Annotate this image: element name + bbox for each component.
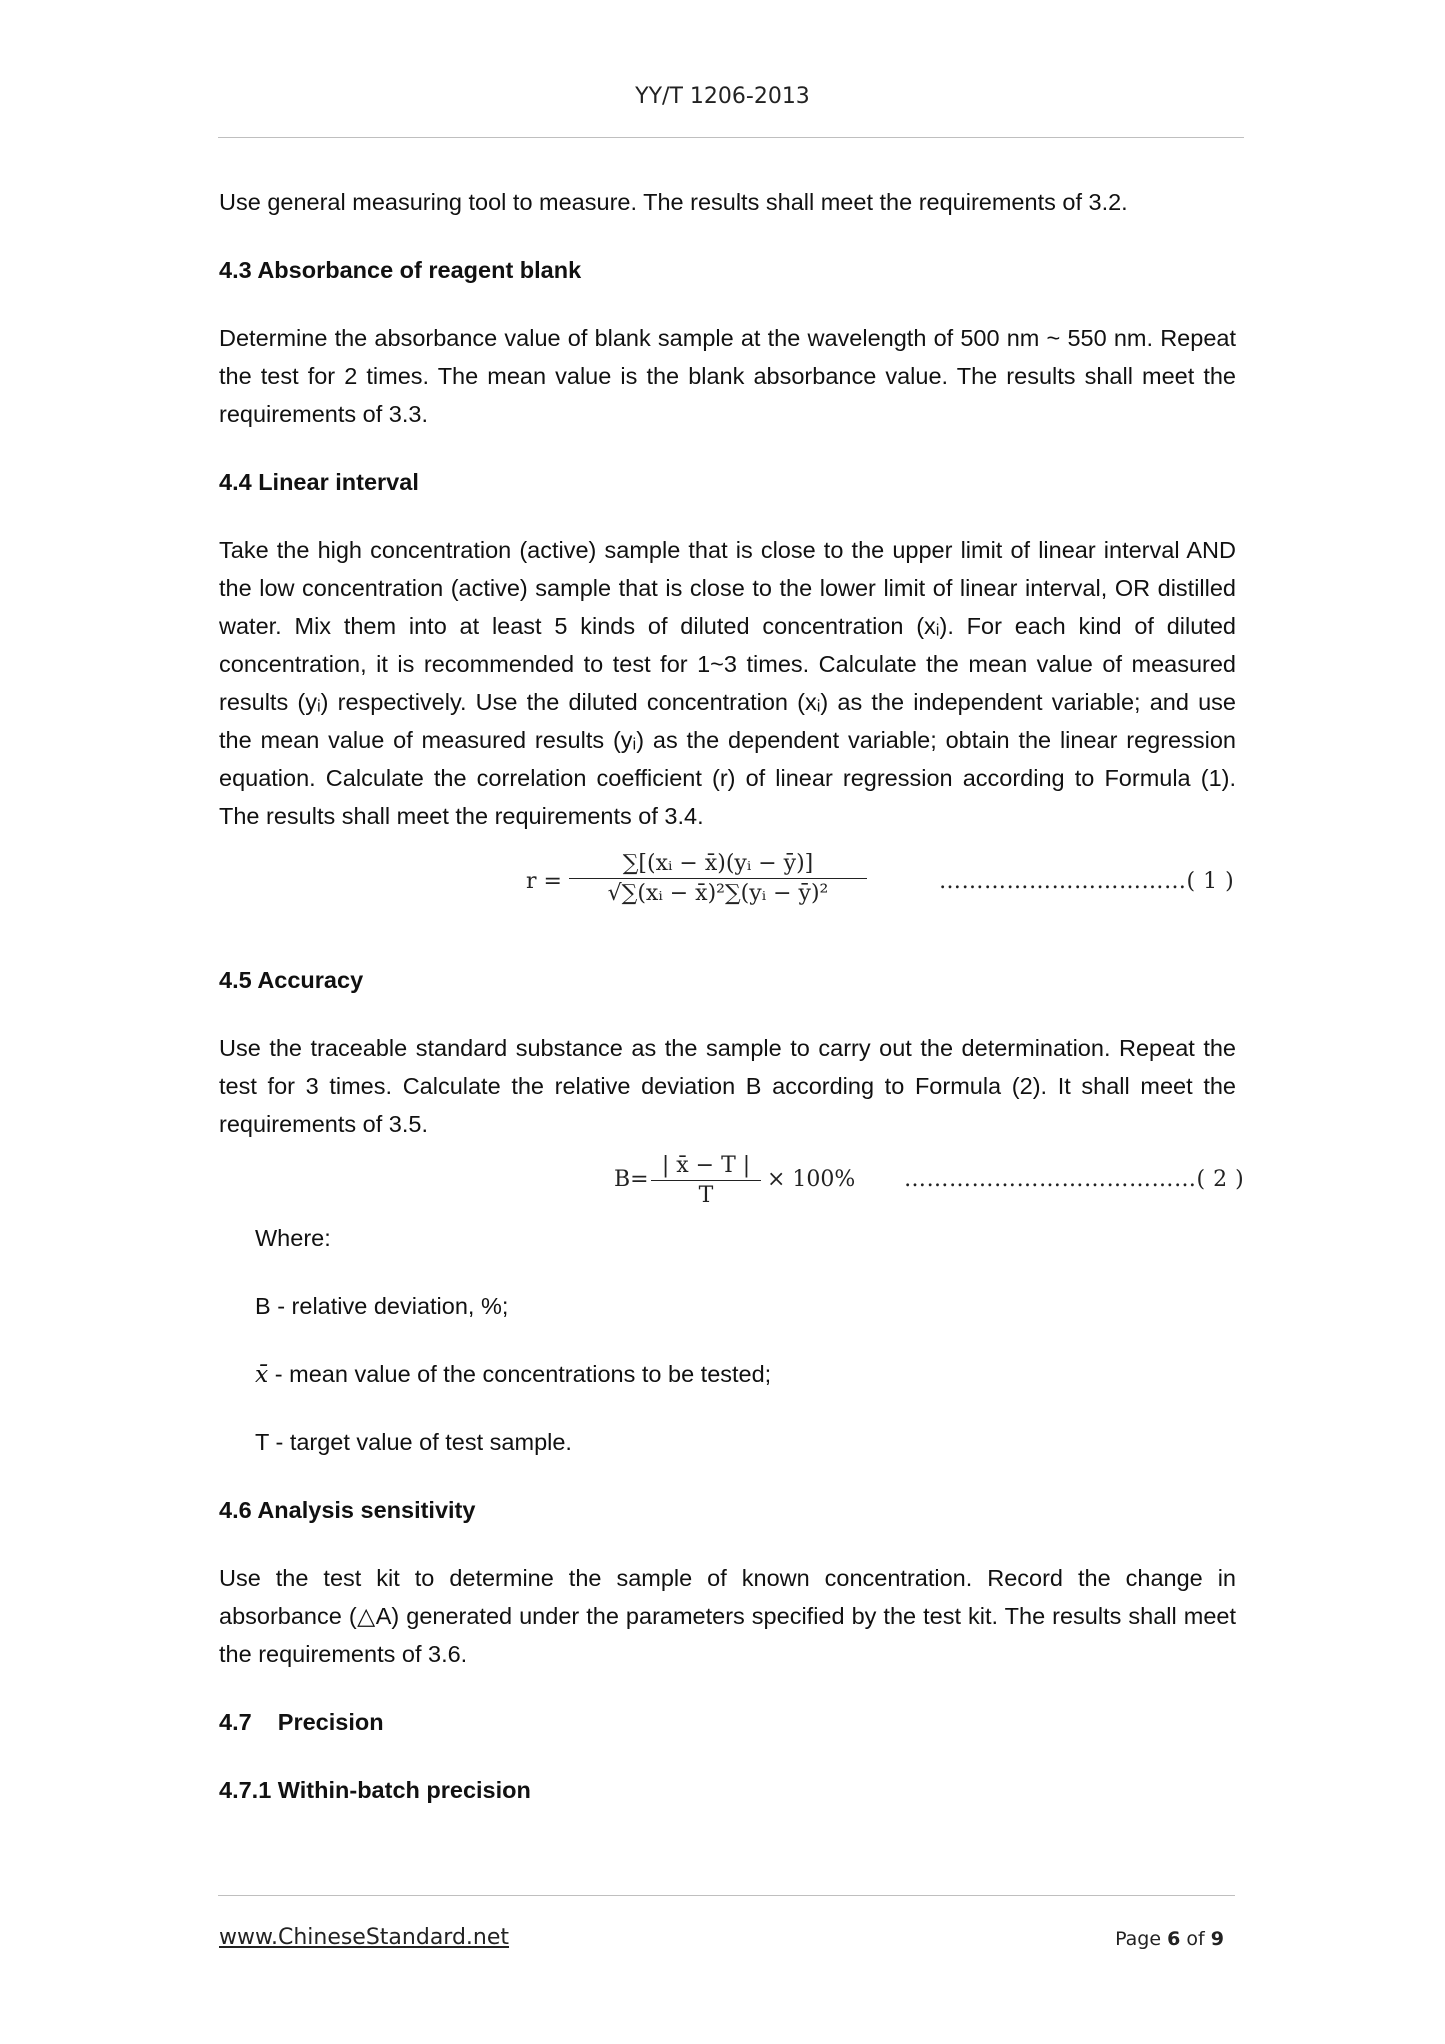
formula-1-fraction [569, 851, 867, 906]
formula-1 [219, 851, 1236, 931]
page-content [219, 183, 1245, 1809]
formula-2-numerator: | x̄ − T | [651, 1153, 761, 1181]
page-of: of [1186, 1928, 1205, 1950]
formula-1-denominator: √∑(xᵢ − x̄)²∑(yᵢ − ȳ)² [607, 881, 829, 906]
formula-2 [219, 1153, 1245, 1213]
where-label: Where: [255, 1225, 331, 1251]
xbar-symbol: x̄ [255, 1360, 269, 1388]
header-doc-id: YY/T 1206-2013 [635, 84, 810, 109]
paragraph-measure: Use general measuring tool to measure. The results shall meet the requirements of 3.2. [219, 189, 1128, 215]
formula-1-lhs: r = [526, 869, 562, 894]
heading-4-6: 4.6 Analysis sensitivity [219, 1497, 476, 1523]
formula-1-number: ……………………………( 1 ) [939, 869, 1235, 894]
page-label: Page [1115, 1928, 1162, 1950]
formula-2-times: × 100% [767, 1167, 856, 1192]
paragraph-4-6: Use the test kit to determine the sample of known concentration. Record the change in absorbance (△A) generated under the parameters specified by the test kit. The results shall meet the requirements of 3.6. [219, 1565, 1236, 1667]
where-xbar-text: - mean value of the concentrations to be tested; [268, 1361, 772, 1387]
formula-2-fraction [651, 1153, 761, 1208]
heading-4-5: 4.5 Accuracy [219, 967, 364, 993]
heading-4-3: 4.3 Absorbance of reagent blank [219, 257, 582, 283]
heading-4-7: 4.7 Precision [219, 1709, 384, 1735]
where-xbar [219, 1355, 1236, 1393]
paragraph-4-3: Determine the absorbance value of blank sample at the wavelength of 500 nm ~ 550 nm. Repeat the test for 2 times. The mean value is the blank absorbance value. The results shall meet the requirements of 3.3. [219, 325, 1236, 427]
formula-1-numerator: ∑[(xᵢ − x̄)(yᵢ − ȳ)] [569, 851, 867, 879]
page-total: 9 [1210, 1928, 1224, 1950]
heading-4-7-1: 4.7.1 Within-batch precision [219, 1777, 531, 1803]
page-current: 6 [1167, 1928, 1181, 1950]
formula-2-number: …………………………………( 2 ) [904, 1167, 1245, 1192]
footer-page-number [1000, 1928, 1224, 1950]
where-b: B - relative deviation, %; [255, 1293, 509, 1319]
heading-4-4: 4.4 Linear interval [219, 469, 419, 495]
formula-2-lhs: B= [614, 1167, 649, 1192]
footer-rule [218, 1895, 1235, 1896]
header-rule [218, 137, 1244, 138]
where-t: T - target value of test sample. [255, 1429, 572, 1455]
footer-website-link[interactable]: www.ChineseStandard.net [219, 1925, 510, 1950]
paragraph-4-5: Use the traceable standard substance as the sample to carry out the determination. Repeat the test for 3 times. Calculate the relative deviation B according to Formula (2). It shall meet the requirements of 3.5. [219, 1035, 1236, 1137]
formula-2-denominator: T [698, 1183, 714, 1208]
paragraph-4-4: Take the high concentration (active) sample that is close to the upper limit of linear interval AND the low concentration (active) sample that is close to the lower limit of linear interval, OR distilled water. Mix them into at least 5 kinds of diluted concentration (xᵢ). For each kind of diluted concentration, it is recommended to test for 1~3 times. Calculate the mean value of measured results (yᵢ) respectively. Use the diluted concentration (xᵢ) as the independent variable; and use the mean value of measured results (yᵢ) as the dependent variable; obtain the linear regression equation. Calculate the correlation coefficient (r) of linear regression according to Formula (1). The results shall meet the requirements of 3.4. [219, 537, 1236, 829]
